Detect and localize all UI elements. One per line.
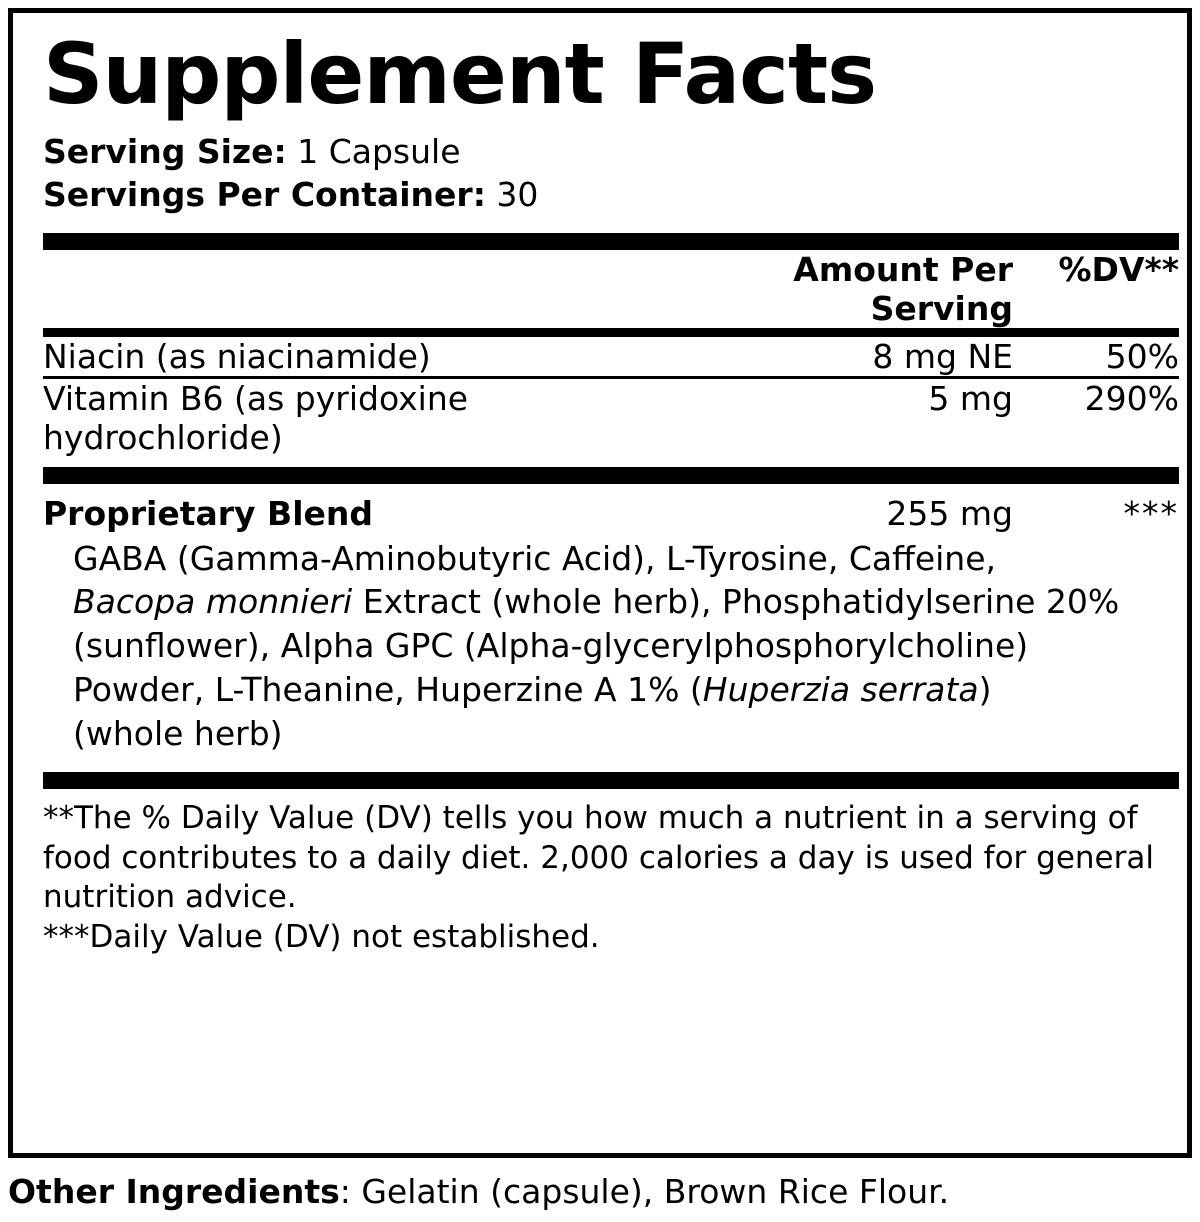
blend-italic-bacopa: Bacopa monnieri [73, 582, 353, 622]
blend-italic-huperzia: Huperzia serrata [702, 670, 979, 710]
nutrient-rows [43, 337, 1179, 376]
facts-content [43, 25, 1179, 958]
divider-thick-footnotes [43, 772, 1179, 789]
serving-size-value: 1 Capsule [297, 131, 461, 171]
nutrient-table [43, 250, 1179, 328]
servings-per-container-value: 30 [496, 174, 539, 214]
serving-size-label: Serving Size: [43, 131, 287, 171]
nutrient-dv: 50% [1105, 336, 1179, 376]
header-amount: Amount Per Serving [793, 249, 1013, 328]
blend-line-1: GABA (Gamma-Aminobutyric Acid), L-Tyrosine, Caffeine, [73, 538, 997, 578]
blend-line-5: (whole herb) [73, 714, 283, 754]
blend-line-3: (sunflower), Alpha GPC (Alpha-glycerylphosphorylcholine) [73, 626, 1029, 666]
nutrient-amount: 5 mg [928, 378, 1013, 418]
other-ingredients-value: : Gelatin (capsule), Brown Rice Flour. [339, 1172, 950, 1211]
table-row [43, 337, 1179, 376]
blend-ingredients [43, 533, 1179, 768]
other-ingredients [8, 1172, 1192, 1211]
nutrient-dv: 290% [1084, 378, 1179, 418]
divider-medium-header [43, 328, 1179, 337]
blend-dv: *** [1123, 493, 1179, 533]
blend-line-4b: ) [978, 670, 992, 710]
servings-per-container-label: Servings Per Container: [43, 174, 486, 214]
table-header-row [43, 250, 1179, 328]
nutrient-name: Vitamin B6 (as pyridoxine hydrochloride) [43, 378, 469, 457]
nutrient-name: Niacin (as niacinamide) [43, 336, 431, 376]
proprietary-blend-row [43, 484, 1179, 533]
table-row [43, 379, 1179, 457]
footnote-daily-value: **The % Daily Value (DV) tells you how much a nutrient in a serving of food contributes to a daily diet. 2,000 calories a day is used for general nutrition advice. [43, 799, 1154, 916]
footnote-not-established: ***Daily Value (DV) not established. [43, 918, 600, 955]
nutrient-amount: 8 mg NE [872, 336, 1013, 376]
header-blank [43, 250, 643, 328]
blend-line-4a: Powder, L-Theanine, Huperzine A 1% ( [73, 670, 703, 710]
footnotes [43, 789, 1179, 958]
nutrient-rows-2 [43, 379, 1179, 457]
header-dv: %DV** [1058, 249, 1179, 289]
other-ingredients-label: Other Ingredients [8, 1172, 340, 1211]
blend-name: Proprietary Blend [43, 493, 373, 533]
divider-thick-top [43, 233, 1179, 250]
blend-amount: 255 mg [886, 493, 1013, 533]
serving-size-line [43, 131, 1179, 174]
blend-line-2: Extract (whole herb), Phosphatidylserine 20% [352, 582, 1120, 622]
facts-box [8, 8, 1192, 1158]
servings-per-container-line [43, 174, 1179, 217]
divider-thick-blend [43, 467, 1179, 484]
page-title: Supplement Facts [43, 25, 877, 123]
